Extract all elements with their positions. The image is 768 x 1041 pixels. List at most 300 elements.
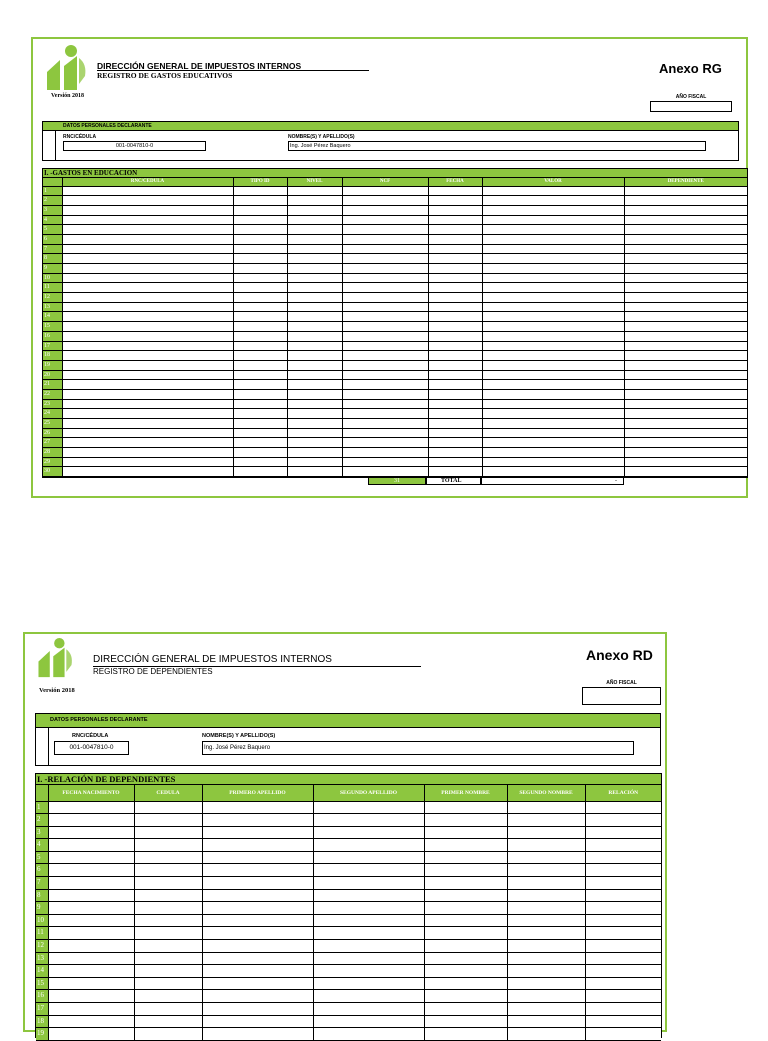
table-cell[interactable] [62, 409, 233, 419]
table-cell[interactable] [482, 293, 624, 303]
table-cell[interactable] [202, 914, 313, 927]
table-cell[interactable] [62, 457, 233, 467]
table-cell[interactable] [624, 409, 747, 419]
table-cell[interactable] [134, 927, 202, 940]
table-cell[interactable] [62, 360, 233, 370]
table-cell[interactable] [287, 380, 342, 390]
table-cell[interactable] [202, 1028, 313, 1041]
table-cell[interactable] [428, 428, 482, 438]
table-cell[interactable] [424, 1003, 507, 1016]
table-cell[interactable] [48, 814, 134, 827]
table-cell[interactable] [202, 952, 313, 965]
table-cell[interactable] [287, 264, 342, 274]
table-cell[interactable] [428, 438, 482, 448]
name-field[interactable]: Ing. José Pérez Baquero [202, 741, 634, 755]
table-cell[interactable] [424, 864, 507, 877]
table-cell[interactable] [233, 215, 287, 225]
table-cell[interactable] [482, 389, 624, 399]
table-cell[interactable] [342, 409, 428, 419]
table-cell[interactable] [482, 302, 624, 312]
table-cell[interactable] [585, 990, 661, 1003]
table-cell[interactable] [233, 254, 287, 264]
table-cell[interactable] [482, 419, 624, 429]
table-cell[interactable] [313, 1015, 424, 1028]
table-cell[interactable] [342, 389, 428, 399]
table-cell[interactable] [233, 351, 287, 361]
table-cell[interactable] [624, 370, 747, 380]
table-cell[interactable] [428, 205, 482, 215]
table-cell[interactable] [624, 331, 747, 341]
table-cell[interactable] [342, 457, 428, 467]
table-cell[interactable] [624, 419, 747, 429]
table-cell[interactable] [287, 302, 342, 312]
table-cell[interactable] [313, 801, 424, 814]
table-cell[interactable] [287, 244, 342, 254]
table-cell[interactable] [202, 902, 313, 915]
table-cell[interactable] [342, 234, 428, 244]
table-cell[interactable] [313, 1028, 424, 1041]
table-cell[interactable] [482, 244, 624, 254]
table-cell[interactable] [48, 1015, 134, 1028]
table-cell[interactable] [507, 940, 585, 953]
table-cell[interactable] [134, 839, 202, 852]
table-cell[interactable] [342, 215, 428, 225]
table-cell[interactable] [233, 419, 287, 429]
table-cell[interactable] [287, 341, 342, 351]
table-cell[interactable] [428, 312, 482, 322]
table-cell[interactable] [482, 322, 624, 332]
table-cell[interactable] [313, 977, 424, 990]
table-cell[interactable] [428, 215, 482, 225]
table-cell[interactable] [202, 940, 313, 953]
table-cell[interactable] [62, 467, 233, 477]
table-cell[interactable] [62, 438, 233, 448]
rnc-field[interactable]: 001-0047810-0 [63, 141, 206, 151]
table-cell[interactable] [507, 1003, 585, 1016]
table-cell[interactable] [202, 864, 313, 877]
table-cell[interactable] [482, 409, 624, 419]
table-cell[interactable] [342, 312, 428, 322]
table-cell[interactable] [233, 428, 287, 438]
table-cell[interactable] [428, 225, 482, 235]
table-cell[interactable] [202, 990, 313, 1003]
table-cell[interactable] [202, 851, 313, 864]
table-cell[interactable] [313, 839, 424, 852]
table-cell[interactable] [624, 380, 747, 390]
table-cell[interactable] [585, 1015, 661, 1028]
table-cell[interactable] [428, 331, 482, 341]
table-cell[interactable] [482, 457, 624, 467]
table-cell[interactable] [342, 205, 428, 215]
table-cell[interactable] [585, 977, 661, 990]
table-cell[interactable] [507, 851, 585, 864]
table-cell[interactable] [287, 196, 342, 206]
table-cell[interactable] [428, 399, 482, 409]
table-cell[interactable] [585, 1003, 661, 1016]
table-cell[interactable] [482, 264, 624, 274]
table-cell[interactable] [62, 293, 233, 303]
table-cell[interactable] [202, 965, 313, 978]
table-cell[interactable] [233, 467, 287, 477]
table-cell[interactable] [424, 877, 507, 890]
table-cell[interactable] [624, 312, 747, 322]
table-cell[interactable] [62, 244, 233, 254]
table-cell[interactable] [48, 1028, 134, 1041]
table-cell[interactable] [62, 448, 233, 458]
table-cell[interactable] [48, 839, 134, 852]
table-cell[interactable] [287, 293, 342, 303]
table-cell[interactable] [482, 370, 624, 380]
table-cell[interactable] [624, 302, 747, 312]
table-cell[interactable] [428, 273, 482, 283]
table-cell[interactable] [507, 965, 585, 978]
table-cell[interactable] [624, 234, 747, 244]
table-cell[interactable] [624, 428, 747, 438]
fiscal-year-field[interactable] [582, 687, 661, 705]
table-cell[interactable] [482, 312, 624, 322]
table-cell[interactable] [287, 389, 342, 399]
table-cell[interactable] [342, 244, 428, 254]
table-cell[interactable] [507, 990, 585, 1003]
table-cell[interactable] [313, 851, 424, 864]
table-cell[interactable] [313, 889, 424, 902]
table-cell[interactable] [342, 341, 428, 351]
table-cell[interactable] [342, 438, 428, 448]
table-cell[interactable] [342, 264, 428, 274]
table-cell[interactable] [585, 851, 661, 864]
table-cell[interactable] [134, 902, 202, 915]
table-cell[interactable] [624, 273, 747, 283]
table-cell[interactable] [233, 438, 287, 448]
table-cell[interactable] [507, 927, 585, 940]
table-cell[interactable] [62, 399, 233, 409]
table-cell[interactable] [424, 801, 507, 814]
table-cell[interactable] [342, 428, 428, 438]
table-cell[interactable] [48, 914, 134, 927]
table-cell[interactable] [233, 205, 287, 215]
table-cell[interactable] [62, 322, 233, 332]
table-cell[interactable] [48, 826, 134, 839]
table-cell[interactable] [48, 877, 134, 890]
table-cell[interactable] [287, 331, 342, 341]
table-cell[interactable] [202, 814, 313, 827]
table-cell[interactable] [287, 322, 342, 332]
table-cell[interactable] [585, 814, 661, 827]
table-cell[interactable] [287, 399, 342, 409]
table-cell[interactable] [287, 467, 342, 477]
table-cell[interactable] [233, 264, 287, 274]
table-cell[interactable] [428, 351, 482, 361]
table-cell[interactable] [424, 940, 507, 953]
table-cell[interactable] [424, 1015, 507, 1028]
table-cell[interactable] [48, 851, 134, 864]
table-cell[interactable] [624, 215, 747, 225]
table-cell[interactable] [233, 225, 287, 235]
table-cell[interactable] [134, 977, 202, 990]
table-cell[interactable] [507, 814, 585, 827]
table-cell[interactable] [624, 254, 747, 264]
table-cell[interactable] [507, 839, 585, 852]
table-cell[interactable] [428, 457, 482, 467]
table-cell[interactable] [313, 826, 424, 839]
table-cell[interactable] [585, 927, 661, 940]
table-cell[interactable] [428, 322, 482, 332]
table-cell[interactable] [482, 341, 624, 351]
table-cell[interactable] [134, 914, 202, 927]
table-cell[interactable] [585, 965, 661, 978]
table-cell[interactable] [624, 360, 747, 370]
table-cell[interactable] [134, 814, 202, 827]
table-cell[interactable] [313, 902, 424, 915]
table-cell[interactable] [624, 293, 747, 303]
table-cell[interactable] [62, 225, 233, 235]
table-cell[interactable] [482, 360, 624, 370]
table-cell[interactable] [233, 341, 287, 351]
table-cell[interactable] [428, 293, 482, 303]
table-cell[interactable] [313, 965, 424, 978]
table-cell[interactable] [62, 254, 233, 264]
rnc-field[interactable]: 001-0047810-0 [54, 741, 129, 755]
table-cell[interactable] [482, 399, 624, 409]
table-cell[interactable] [482, 196, 624, 206]
table-cell[interactable] [507, 1028, 585, 1041]
table-cell[interactable] [233, 293, 287, 303]
table-cell[interactable] [624, 283, 747, 293]
table-cell[interactable] [424, 814, 507, 827]
table-cell[interactable] [342, 419, 428, 429]
table-cell[interactable] [62, 389, 233, 399]
table-cell[interactable] [62, 419, 233, 429]
table-cell[interactable] [342, 380, 428, 390]
table-cell[interactable] [48, 990, 134, 1003]
table-cell[interactable] [202, 1015, 313, 1028]
table-cell[interactable] [424, 902, 507, 915]
table-cell[interactable] [342, 370, 428, 380]
table-cell[interactable] [134, 801, 202, 814]
table-cell[interactable] [233, 448, 287, 458]
table-cell[interactable] [134, 889, 202, 902]
table-cell[interactable] [424, 914, 507, 927]
table-cell[interactable] [585, 1028, 661, 1041]
table-cell[interactable] [342, 283, 428, 293]
table-cell[interactable] [62, 205, 233, 215]
table-cell[interactable] [424, 927, 507, 940]
table-cell[interactable] [134, 864, 202, 877]
table-cell[interactable] [313, 814, 424, 827]
table-cell[interactable] [624, 399, 747, 409]
table-cell[interactable] [287, 370, 342, 380]
table-cell[interactable] [428, 234, 482, 244]
table-cell[interactable] [424, 889, 507, 902]
table-cell[interactable] [585, 889, 661, 902]
table-cell[interactable] [287, 234, 342, 244]
table-cell[interactable] [585, 801, 661, 814]
table-cell[interactable] [507, 914, 585, 927]
table-cell[interactable] [428, 302, 482, 312]
table-cell[interactable] [424, 952, 507, 965]
table-cell[interactable] [342, 322, 428, 332]
table-cell[interactable] [287, 360, 342, 370]
table-cell[interactable] [428, 380, 482, 390]
table-cell[interactable] [62, 273, 233, 283]
table-cell[interactable] [287, 438, 342, 448]
table-cell[interactable] [424, 851, 507, 864]
table-cell[interactable] [48, 940, 134, 953]
table-cell[interactable] [313, 877, 424, 890]
table-cell[interactable] [342, 360, 428, 370]
table-cell[interactable] [624, 351, 747, 361]
table-cell[interactable] [134, 940, 202, 953]
table-cell[interactable] [313, 990, 424, 1003]
table-cell[interactable] [342, 273, 428, 283]
table-cell[interactable] [482, 438, 624, 448]
table-cell[interactable] [624, 341, 747, 351]
table-cell[interactable] [287, 205, 342, 215]
table-cell[interactable] [134, 826, 202, 839]
table-cell[interactable] [233, 331, 287, 341]
table-cell[interactable] [424, 990, 507, 1003]
table-cell[interactable] [233, 234, 287, 244]
table-cell[interactable] [134, 965, 202, 978]
table-cell[interactable] [313, 1003, 424, 1016]
table-cell[interactable] [624, 225, 747, 235]
table-cell[interactable] [342, 225, 428, 235]
table-cell[interactable] [313, 952, 424, 965]
table-cell[interactable] [428, 360, 482, 370]
table-cell[interactable] [62, 234, 233, 244]
table-cell[interactable] [624, 389, 747, 399]
table-cell[interactable] [287, 225, 342, 235]
table-cell[interactable] [202, 1003, 313, 1016]
table-cell[interactable] [482, 283, 624, 293]
table-cell[interactable] [48, 977, 134, 990]
table-cell[interactable] [428, 370, 482, 380]
table-cell[interactable] [428, 186, 482, 196]
table-cell[interactable] [202, 977, 313, 990]
table-cell[interactable] [233, 302, 287, 312]
table-cell[interactable] [424, 1028, 507, 1041]
table-cell[interactable] [202, 877, 313, 890]
table-cell[interactable] [134, 1028, 202, 1041]
table-cell[interactable] [48, 952, 134, 965]
table-cell[interactable] [482, 380, 624, 390]
table-cell[interactable] [233, 370, 287, 380]
table-cell[interactable] [62, 428, 233, 438]
table-cell[interactable] [585, 914, 661, 927]
table-cell[interactable] [62, 215, 233, 225]
table-cell[interactable] [287, 419, 342, 429]
table-cell[interactable] [287, 283, 342, 293]
table-cell[interactable] [48, 889, 134, 902]
table-cell[interactable] [48, 801, 134, 814]
table-cell[interactable] [624, 196, 747, 206]
table-cell[interactable] [233, 457, 287, 467]
table-cell[interactable] [233, 389, 287, 399]
table-cell[interactable] [428, 419, 482, 429]
table-cell[interactable] [507, 801, 585, 814]
table-cell[interactable] [482, 225, 624, 235]
table-cell[interactable] [342, 351, 428, 361]
table-cell[interactable] [62, 312, 233, 322]
table-cell[interactable] [482, 254, 624, 264]
table-cell[interactable] [233, 196, 287, 206]
table-cell[interactable] [313, 914, 424, 927]
table-cell[interactable] [342, 331, 428, 341]
table-cell[interactable] [134, 1003, 202, 1016]
table-cell[interactable] [507, 977, 585, 990]
table-cell[interactable] [62, 264, 233, 274]
table-cell[interactable] [624, 186, 747, 196]
table-cell[interactable] [428, 244, 482, 254]
table-cell[interactable] [428, 254, 482, 264]
table-cell[interactable] [507, 826, 585, 839]
table-cell[interactable] [287, 409, 342, 419]
table-cell[interactable] [428, 448, 482, 458]
table-cell[interactable] [62, 283, 233, 293]
table-cell[interactable] [134, 952, 202, 965]
table-cell[interactable] [134, 851, 202, 864]
table-cell[interactable] [287, 312, 342, 322]
table-cell[interactable] [62, 380, 233, 390]
table-cell[interactable] [342, 186, 428, 196]
table-cell[interactable] [585, 839, 661, 852]
table-cell[interactable] [287, 215, 342, 225]
table-cell[interactable] [233, 312, 287, 322]
table-cell[interactable] [287, 273, 342, 283]
table-cell[interactable] [482, 205, 624, 215]
fiscal-year-field[interactable] [650, 101, 732, 112]
table-cell[interactable] [482, 428, 624, 438]
table-cell[interactable] [233, 409, 287, 419]
table-cell[interactable] [624, 244, 747, 254]
table-cell[interactable] [428, 467, 482, 477]
table-cell[interactable] [585, 864, 661, 877]
table-cell[interactable] [507, 1015, 585, 1028]
table-cell[interactable] [342, 448, 428, 458]
table-cell[interactable] [287, 457, 342, 467]
table-cell[interactable] [507, 877, 585, 890]
table-cell[interactable] [287, 186, 342, 196]
table-cell[interactable] [233, 283, 287, 293]
table-cell[interactable] [585, 952, 661, 965]
table-cell[interactable] [585, 826, 661, 839]
table-cell[interactable] [507, 952, 585, 965]
table-cell[interactable] [342, 254, 428, 264]
table-cell[interactable] [202, 927, 313, 940]
table-cell[interactable] [585, 877, 661, 890]
name-field[interactable]: Ing. José Pérez Baquero [288, 141, 706, 151]
table-cell[interactable] [233, 360, 287, 370]
table-cell[interactable] [134, 990, 202, 1003]
table-cell[interactable] [424, 965, 507, 978]
table-cell[interactable] [342, 467, 428, 477]
table-cell[interactable] [233, 322, 287, 332]
table-cell[interactable] [233, 273, 287, 283]
table-cell[interactable] [585, 940, 661, 953]
table-cell[interactable] [482, 215, 624, 225]
table-cell[interactable] [424, 826, 507, 839]
table-cell[interactable] [134, 877, 202, 890]
table-cell[interactable] [313, 940, 424, 953]
table-cell[interactable] [342, 293, 428, 303]
table-cell[interactable] [62, 302, 233, 312]
table-cell[interactable] [624, 448, 747, 458]
table-cell[interactable] [62, 186, 233, 196]
table-cell[interactable] [233, 399, 287, 409]
table-cell[interactable] [342, 196, 428, 206]
table-cell[interactable] [48, 927, 134, 940]
table-cell[interactable] [424, 977, 507, 990]
